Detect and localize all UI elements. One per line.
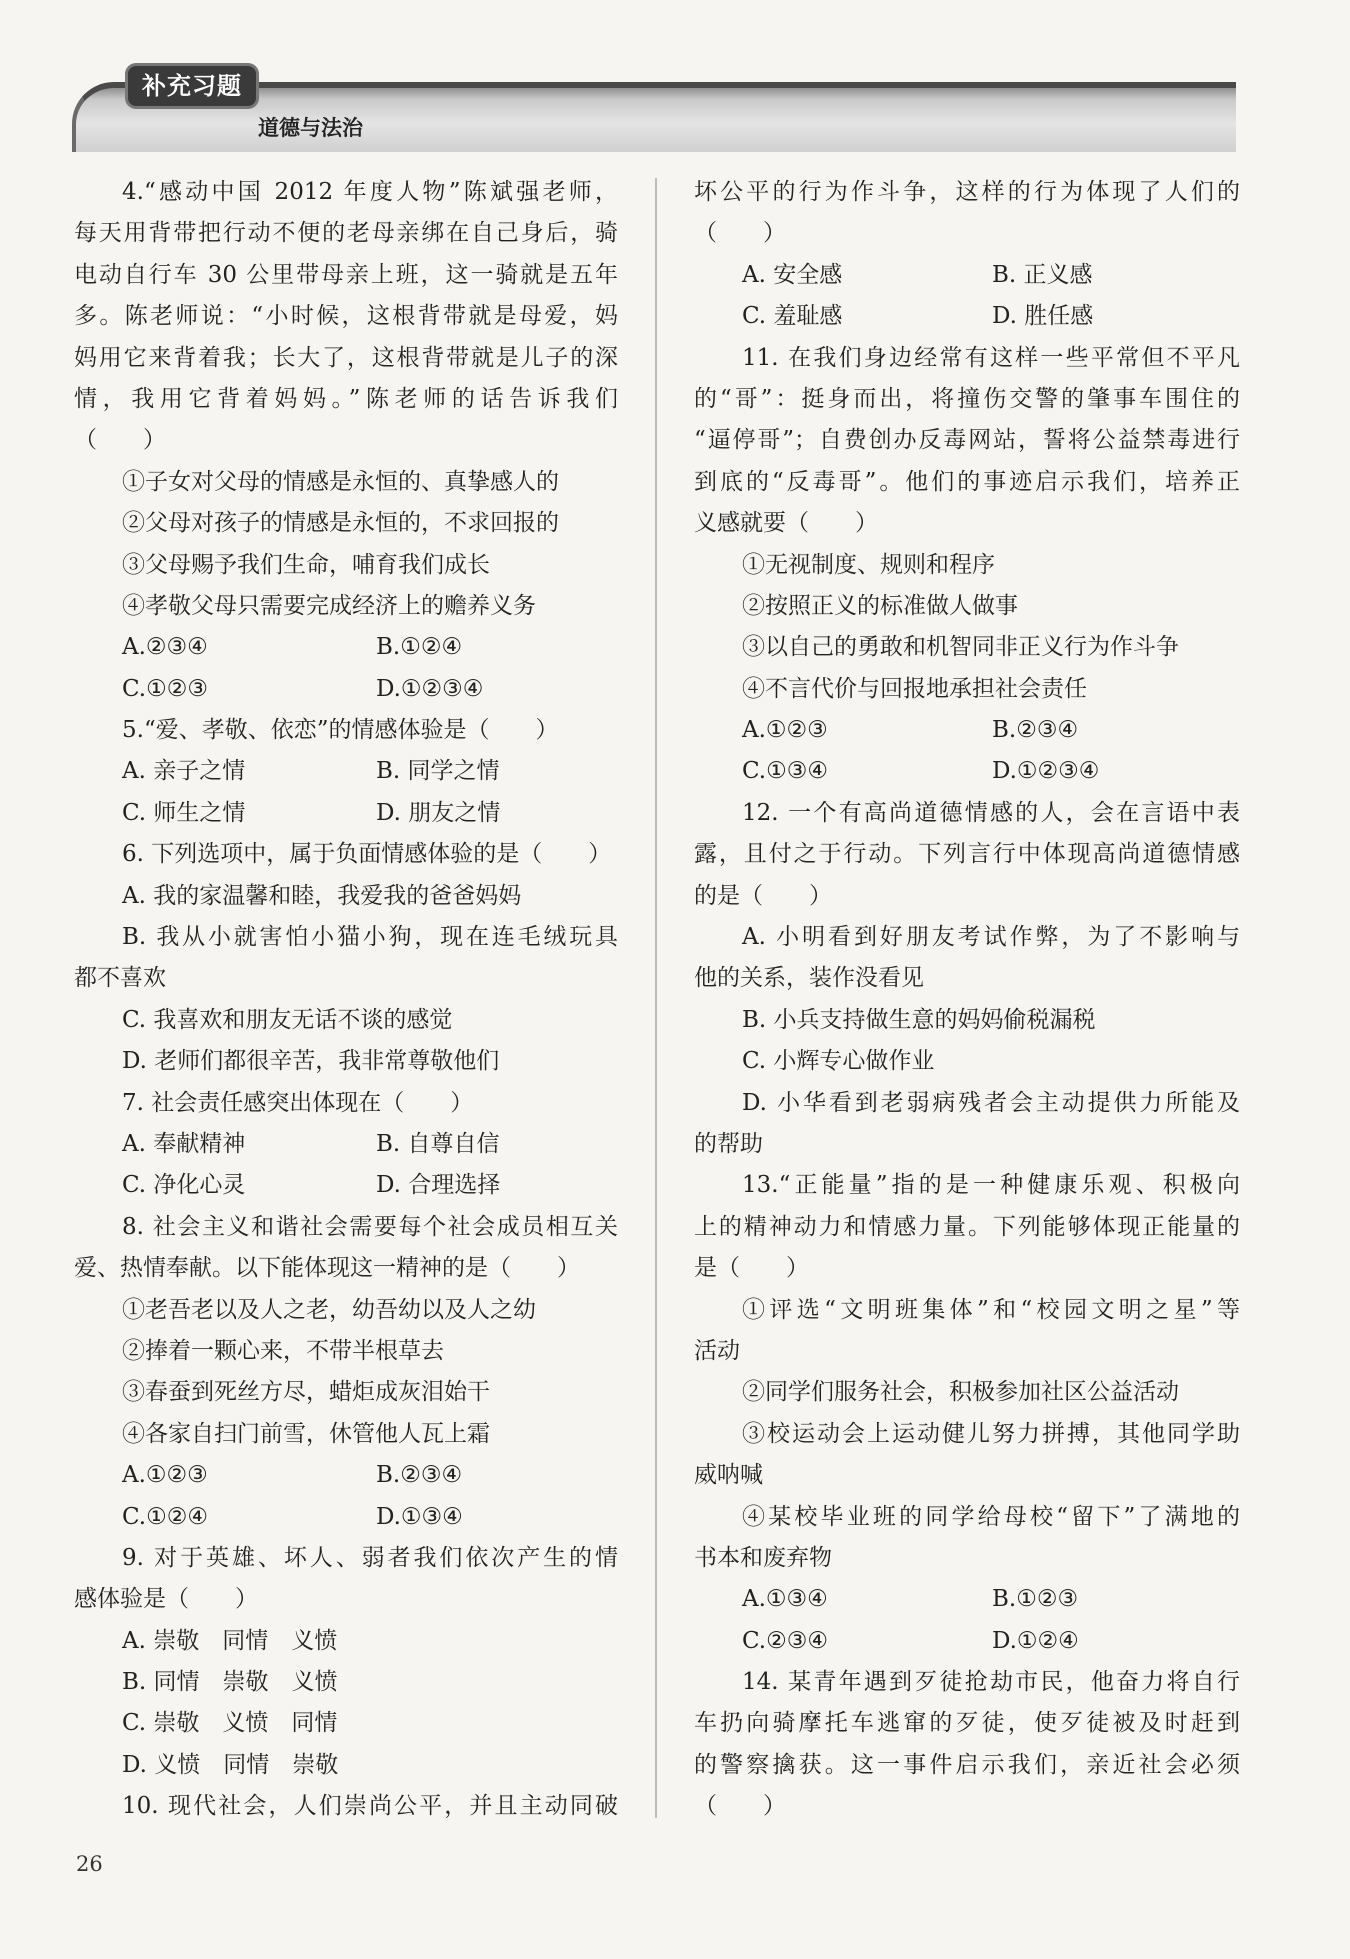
text-line: “逼停哥”；自费创办反毒网站，誓将公益禁毒进行 <box>694 427 1240 454</box>
option-b: B.①②④ <box>376 634 463 661</box>
text-line: 爱、热情奉献。以下能体现这一精神的是（ ） <box>74 1255 580 1282</box>
option-row <box>74 1165 618 1206</box>
text-line: 9. 对于英雄、坏人、弱者我们依次产生的情 <box>122 1544 618 1571</box>
text-line: D. 义愤 同情 崇敬 <box>122 1751 339 1778</box>
text-line: ①评选“文明班集体”和“校园文明之星”等 <box>742 1296 1240 1323</box>
text-line: 义感就要（ ） <box>694 510 878 537</box>
option-row <box>74 669 618 710</box>
option-b: B.②③④ <box>376 1462 463 1489</box>
text-line: A. 崇敬 同情 义愤 <box>122 1627 338 1654</box>
text-line: 14. 某青年遇到歹徒抢劫市民，他奋力将自行 <box>742 1669 1240 1696</box>
option-b: D.①②③④ <box>376 675 484 702</box>
option-a: A.①②③ <box>742 717 828 744</box>
text-line: 的警察擒获。这一事件启示我们，亲近社会必须 <box>694 1751 1240 1778</box>
option-a: C.①②④ <box>122 1503 208 1530</box>
text-line: C. 小辉专心做作业 <box>742 1048 935 1075</box>
text-line: D. 小华看到老弱病残者会主动提供力所能及 <box>742 1089 1240 1116</box>
option-a: A.①②③ <box>122 1462 208 1489</box>
text-line: 上的精神动力和情感力量。下列能够体现正能量的 <box>694 1213 1240 1240</box>
option-row <box>74 793 618 834</box>
text-line: 感体验是（ ） <box>74 1586 258 1613</box>
text-line: ②按照正义的标准做人做事 <box>742 592 1018 619</box>
text-line: ④某校毕业班的同学给母校“留下”了满地的 <box>742 1503 1240 1530</box>
option-b: D.①②④ <box>992 1627 1079 1654</box>
option-b: B. 同学之情 <box>376 758 500 785</box>
option-b: D. 朋友之情 <box>376 799 501 826</box>
text-line: 车扔向骑摩托车逃窜的歹徒，使歹徒被及时赶到 <box>694 1710 1240 1737</box>
text-line: ①老吾老以及人之老，幼吾幼以及人之幼 <box>122 1296 536 1323</box>
text-line: 的帮助 <box>694 1130 763 1157</box>
text-line: D. 老师们都很辛苦，我非常尊敬他们 <box>122 1048 500 1075</box>
option-b: D.①③④ <box>376 1503 463 1530</box>
text-line: ③以自己的勇敢和机智同非正义行为作斗争 <box>742 634 1179 661</box>
text-line: 的“哥”：挺身而出，将撞伤交警的肇事车围住的 <box>694 385 1240 412</box>
section-tag: 补充习题 <box>128 66 256 106</box>
text-line: 露，且付之于行动。下列言行中体现高尚道德情感 <box>694 841 1240 868</box>
text-line: 多。陈老师说：“小时候，这根背带就是母爱，妈 <box>74 303 618 330</box>
option-row <box>694 751 1240 792</box>
option-a: A. 奉献精神 <box>122 1130 246 1157</box>
text-line: ③春蚕到死丝方尽，蜡炬成灰泪始干 <box>122 1379 490 1406</box>
option-b: B.①②③ <box>992 1586 1079 1613</box>
text-line: （ ） <box>694 220 786 247</box>
text-line: 是（ ） <box>694 1255 809 1282</box>
text-line: 活动 <box>694 1337 740 1364</box>
text-line: ①子女对父母的情感是永恒的、真挚感人的 <box>122 468 559 495</box>
option-row <box>694 710 1240 751</box>
option-row <box>74 1124 618 1165</box>
text-line: C. 我喜欢和朋友无话不谈的感觉 <box>122 1006 453 1033</box>
text-line: 到底的“反毒哥”。他们的事迹启示我们，培养正 <box>694 468 1240 495</box>
text-line: ①无视制度、规则和程序 <box>742 551 995 578</box>
text-line: ②捧着一颗心来，不带半根草去 <box>122 1337 444 1364</box>
subject-title: 道德与法治 <box>258 116 363 140</box>
option-row <box>74 1455 618 1496</box>
option-a: C.①②③ <box>122 675 208 702</box>
text-line: 10. 现代社会，人们崇尚公平，并且主动同破 <box>122 1793 618 1820</box>
text-line: 威呐喊 <box>694 1462 763 1489</box>
option-b: B.②③④ <box>992 717 1079 744</box>
text-line: B. 我从小就害怕小猫小狗，现在连毛绒玩具 <box>122 924 618 951</box>
text-line: ④孝敬父母只需要完成经济上的赡养义务 <box>122 592 536 619</box>
option-row <box>694 296 1240 337</box>
option-a: C.①③④ <box>742 758 828 785</box>
left-column <box>74 172 618 1828</box>
option-a: C. 师生之情 <box>122 799 246 826</box>
text-line: 4.“感动中国 2012 年度人物”陈斌强老师， <box>122 179 618 205</box>
text-line: ③校运动会上运动健儿努力拼搏，其他同学助 <box>742 1420 1240 1447</box>
text-line: 书本和废弃物 <box>694 1544 832 1571</box>
text-line: 电动自行车 30 公里带母亲上班，这一骑就是五年 <box>74 261 618 288</box>
option-a: C.②③④ <box>742 1627 828 1654</box>
option-row <box>694 255 1240 296</box>
text-line: 5.“爱、孝敬、依恋”的情感体验是（ ） <box>122 717 559 744</box>
option-b: D. 合理选择 <box>376 1172 501 1199</box>
option-row <box>74 627 618 668</box>
option-a: A. 亲子之情 <box>122 758 246 785</box>
text-line: B. 小兵支持做生意的妈妈偷税漏税 <box>742 1006 1096 1033</box>
text-line: 他的关系，装作没看见 <box>694 965 924 992</box>
text-line: C. 崇敬 义愤 同情 <box>122 1710 338 1737</box>
text-line: ③父母赐予我们生命，哺育我们成长 <box>122 551 490 578</box>
text-line: ④各家自扫门前雪，休管他人瓦上霜 <box>122 1420 490 1447</box>
option-row <box>694 1621 1240 1662</box>
option-row <box>74 751 618 792</box>
column-divider <box>655 178 657 1818</box>
text-line: ④不言代价与回报地承担社会责任 <box>742 675 1087 702</box>
text-line: （ ） <box>74 427 166 454</box>
text-line: 11. 在我们身边经常有这样一些平常但不平凡 <box>742 344 1240 371</box>
option-a: A.①③④ <box>742 1586 828 1613</box>
option-a: C. 净化心灵 <box>122 1172 246 1199</box>
text-line: ②父母对孩子的情感是永恒的，不求回报的 <box>122 510 559 537</box>
right-column <box>694 172 1240 1828</box>
option-b: B. 自尊自信 <box>376 1130 500 1157</box>
text-line: B. 同情 崇敬 义愤 <box>122 1669 338 1696</box>
option-a: A.②③④ <box>122 634 208 661</box>
text-line: A. 小明看到好朋友考试作弊，为了不影响与 <box>742 924 1240 951</box>
text-line: 情，我用它背着妈妈。”陈老师的话告诉我们 <box>74 385 618 412</box>
text-line: （ ） <box>694 1793 786 1820</box>
option-a: A. 安全感 <box>742 261 843 288</box>
text-line: 的是（ ） <box>694 882 832 909</box>
option-a: C. 羞耻感 <box>742 303 843 330</box>
text-line: A. 我的家温馨和睦，我爱我的爸爸妈妈 <box>122 882 522 909</box>
text-line: 12. 一个有高尚道德情感的人，会在言语中表 <box>742 799 1240 826</box>
option-b: B. 正义感 <box>992 261 1093 288</box>
text-line: 每天用背带把行动不便的老母亲绑在自己身后，骑 <box>74 220 618 247</box>
text-line: 8. 社会主义和谐社会需要每个社会成员相互关 <box>122 1213 618 1240</box>
text-line: 7. 社会责任感突出体现在（ ） <box>122 1089 474 1116</box>
option-row <box>74 1497 618 1538</box>
text-line: 6. 下列选项中，属于负面情感体验的是（ ） <box>122 841 612 868</box>
text-line: ②同学们服务社会，积极参加社区公益活动 <box>742 1379 1179 1406</box>
text-line: 都不喜欢 <box>74 965 166 992</box>
option-b: D.①②③④ <box>992 758 1100 785</box>
text-line: 妈用它来背着我；长大了，这根背带就是儿子的深 <box>74 344 618 371</box>
text-line: 坏公平的行为作斗争，这样的行为体现了人们的 <box>694 179 1240 205</box>
option-row <box>694 1579 1240 1620</box>
page-number: 26 <box>76 1852 103 1876</box>
option-b: D. 胜任感 <box>992 303 1094 330</box>
text-line: 13.“正能量”指的是一种健康乐观、积极向 <box>742 1172 1240 1199</box>
